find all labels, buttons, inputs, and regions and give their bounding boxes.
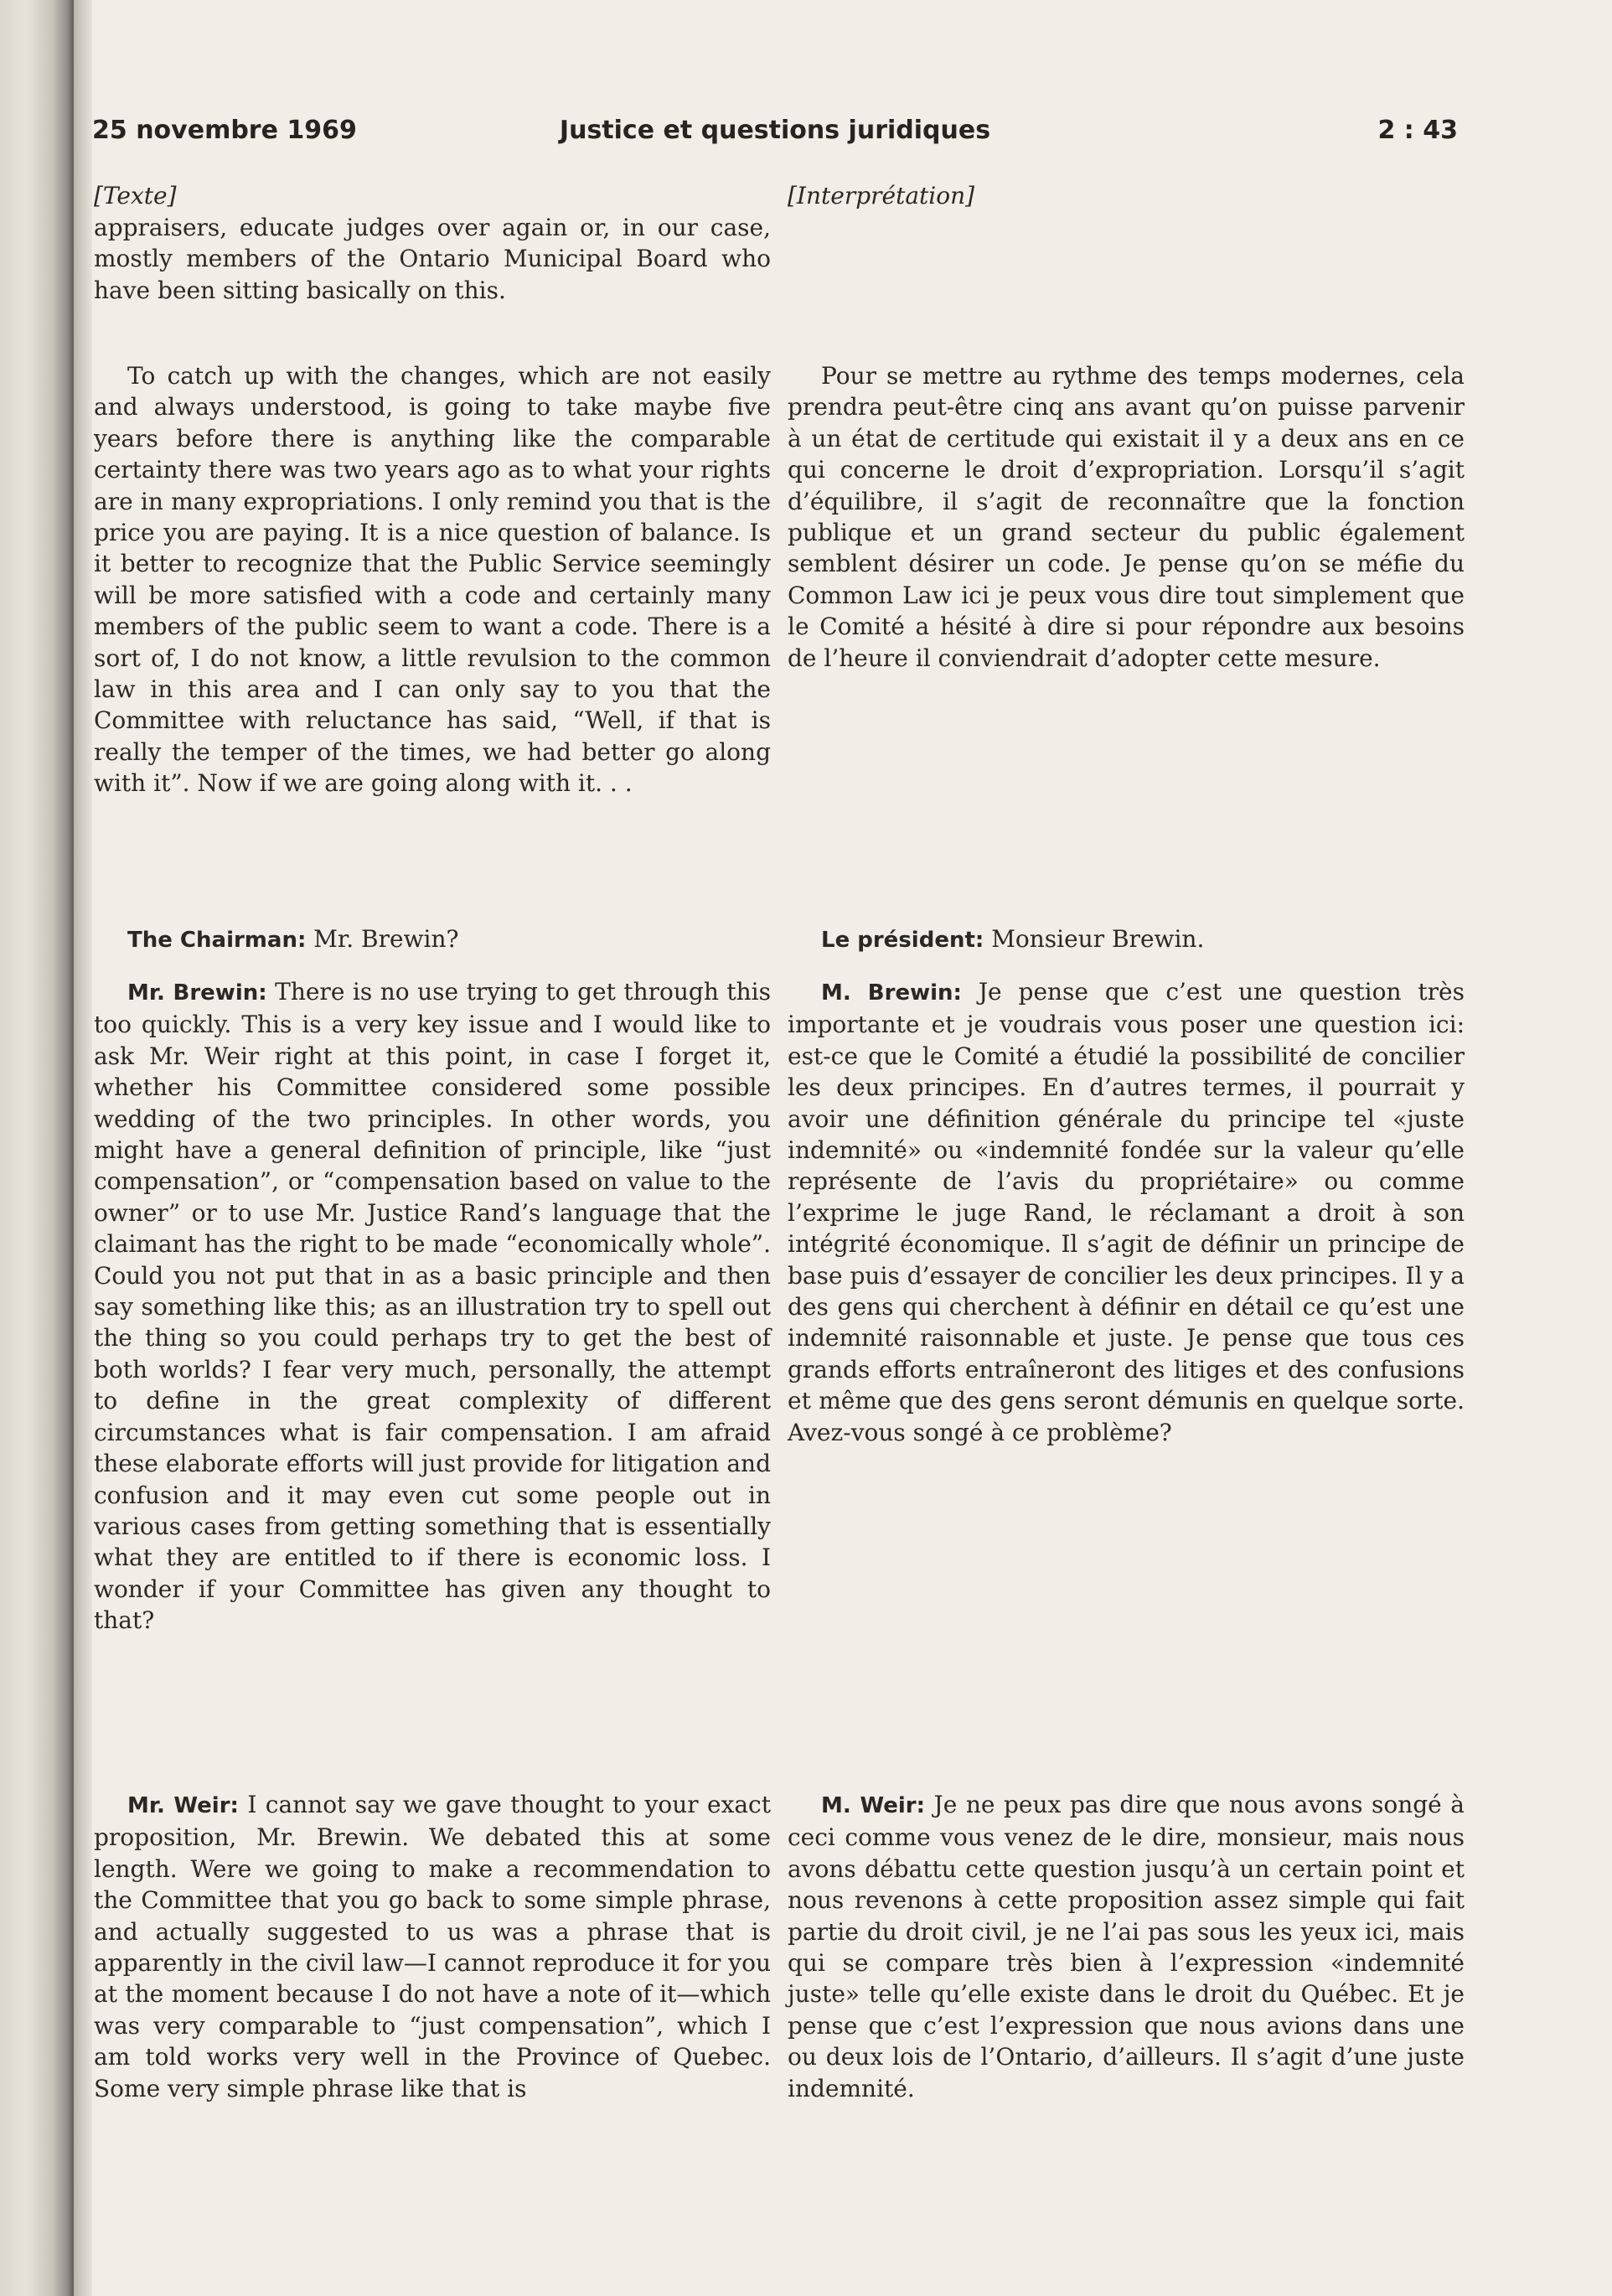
remark-text: There is no use trying to get through this too quickly. This is a very key issue and I would like to ask Mr. Weir right at this point, in case I forget it, whether his Committee considered some possible wedding of the two principles. In other words, you might have a general definition of principle, like “just compensation”, or “compensation based on value to the owner” or to use Mr. Justice Rand’s language that the claimant has the right to be made “economically whole”. Could you not put that in as a basic principle and then say something like this; as an illustration try to spell out the thing so you could perhaps try to get the best of both worlds? I fear very much, personally, the attempt to define in the great complexity of different circumstances what is fair compensation. I am afraid these elaborate efforts will just provide for litigation and confusion and it may even cut some people out in various cases from getting something that is essentially what they are entitled to if there is economic loss. I wonder if your Committee has given any thought to that? <box>94 978 771 1635</box>
remark-text: Je ne peux pas dire que nous avons songé à ceci comme vous venez de le dire, monsieur, mais nous avons débattu cette question jusqu’à un certain point et nous revenons à cette proposition assez simple qui fait partie du droit civil, je ne l’ai pas sous les yeux ici, mais qui se compare très bien à l’expression «indemnité juste» telle qu’elle existe dans le droit du Québec. Et je pense que c’est l’expression que nous avions dans une ou deux lois de l’Ontario, d’ailleurs. Il s’agit d’une juste indemnité. <box>788 1791 1465 2102</box>
french-weir-remark <box>788 1789 1465 2104</box>
speaker-label: M. Weir: <box>821 1793 925 1818</box>
speaker-label: M. Brewin: <box>821 980 962 1006</box>
french-paragraph-2: Pour se mettre au rythme des temps modernes, cela prendra peut-être cinq ans avant qu’on puisse parvenir à un état de certitude qui existait il y a deux ans en ce qui concerne le droit d’expropriation. Lorsqu’il s’agit d’équilibre, il s’agit de reconnaître que la fonction publique et un grand secteur du public également semblent désirer un code. Je pense qu’on se méfie du Common Law ici je peux vous dire tout simplement que le Comité a hésité à dire si pour répondre aux besoins de l’heure il conviendrait d’adopter cette mesure. <box>788 362 1465 672</box>
english-paragraph-1: appraisers, educate judges over again or, in our case, mostly members of the Ontario Municipal Board who have been sitting basically on this. <box>94 214 771 304</box>
french-interpretation-tag: [Interprétation] <box>788 182 975 209</box>
english-text-tag: [Texte] <box>94 182 177 209</box>
page-gutter <box>74 0 92 2296</box>
french-chairman-remark <box>788 923 1465 956</box>
remark-text: Monsieur Brewin. <box>991 925 1205 953</box>
header-title: Justice et questions juridiques <box>559 116 991 145</box>
english-chairman-remark <box>94 923 771 956</box>
header-page-number: 2 : 43 <box>1377 116 1458 145</box>
speaker-label: Mr. Weir: <box>127 1793 239 1818</box>
english-paragraph-2: To catch up with the changes, which are not easily and always understood, is going to take maybe five years before there is anything like the comparable certainty there was two years ago as to what your rights are in many expropriations. I only remind you that is the price you are paying. It is a nice question of balance. Is it better to recognize that the Public Service seemingly will be more satisfied with a code and certainly many members of the public seem to want a code. There is a sort of, I do not know, a little revulsion to the common law in this area and I can only say to you that the Committee with reluctance has said, “Well, if that is really the temper of the times, we had better go along with it”. Now if we are going along with it. . . <box>94 362 771 798</box>
speaker-label: Le président: <box>821 928 984 953</box>
english-brewin-remark <box>94 976 771 1637</box>
header-date: 25 novembre 1969 <box>92 116 357 145</box>
english-weir-remark <box>94 1789 771 2104</box>
speaker-label: Mr. Brewin: <box>127 980 267 1006</box>
speaker-label: The Chairman: <box>127 928 307 953</box>
remark-text: Mr. Brewin? <box>313 925 459 953</box>
running-header <box>92 116 1458 149</box>
book-spine <box>0 0 74 2296</box>
french-brewin-remark <box>788 976 1465 1448</box>
remark-text: Je pense que c’est une question très importante et je voudrais vous poser une question ici: est-ce que le Comité a étudié la possibilité de concilier les deux principes. En d’autres termes, il pourrait y avoir une définition générale du principe tel «juste indemnité» ou «indemnité fondée sur la valeur qu’elle représente de l’avis du propriétaire» ou comme l’exprime le juge Rand, le réclamant a droit à son intégrité économique. Il s’agit de définir un principe de base puis d’essayer de concilier les deux principes. Il y a des gens qui cherchent à définir en détail ce qu’est une indemnité raisonnable et juste. Je pense que tous ces grands efforts entraîneront des litiges et des confusions et même que des gens seront démunis en quelque sorte. Avez-vous songé à ce problème? <box>788 978 1465 1446</box>
remark-text: I cannot say we gave thought to your exact proposition, Mr. Brewin. We debated this at some length. Were we going to make a recommendation to the Committee that you go back to some simple phrase, and actually suggested to us was a phrase that is apparently in the civil law—I cannot reproduce it for you at the moment because I do not have a note of it—which was very comparable to “just compensation”, which I am told works very well in the Province of Quebec. Some very simple phrase like that is <box>94 1791 771 2102</box>
